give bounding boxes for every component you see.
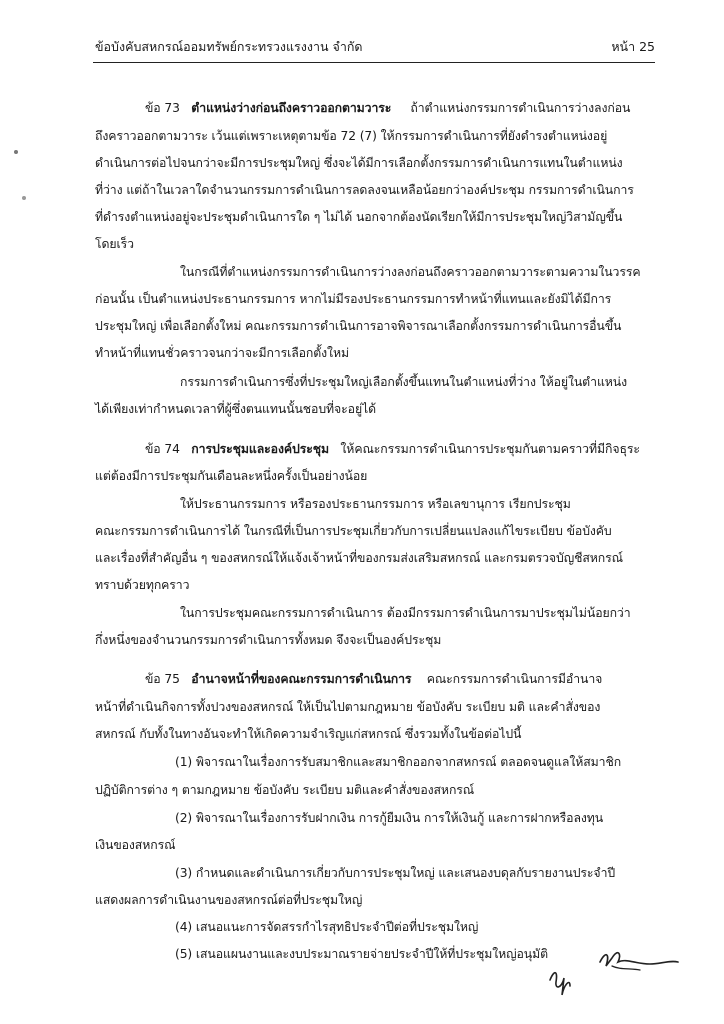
paragraph-line: หน้าที่ดำเนินกิจการทั้งปวงของสหกรณ์ ให้เป็นไปตามกฎหมาย ข้อบังคับ ระเบียบ มติ และคำสั่งของ bbox=[95, 700, 601, 714]
paragraph-line: เงินของสหกรณ์ bbox=[95, 838, 176, 852]
section-75-heading: อำนาจหน้าที่ของคณะกรรมการดำเนินการ bbox=[191, 672, 412, 686]
section-73-number: ข้อ 73 bbox=[145, 101, 180, 115]
list-item: (1) พิจารณาในเรื่องการรับสมาชิกและสมาชิกออกจากสหกรณ์ ตลอดจนดูแลให้สมาชิก bbox=[175, 755, 622, 769]
paragraph-line: ที่ดำรงตำแหน่งอยู่จะประชุมดำเนินการใด ๆ ไม่ได้ นอกจากต้องนัดเรียกให้มีการประชุมใหญ่วิสามัญขึ้น bbox=[95, 210, 623, 224]
paragraph-line: ได้เพียงเท่ากำหนดเวลาที่ผู้ซึ่งตนแทนนั้นชอบที่จะอยู่ได้ bbox=[95, 402, 377, 416]
scan-speck bbox=[22, 196, 26, 200]
paragraph-line: ในกรณีที่ตำแหน่งกรรมการดำเนินการว่างลงก่อนถึงคราวออกตามวาระตามความในวรรค bbox=[180, 265, 641, 279]
paragraph-line: ให้ประธานกรรมการ หรือรองประธานกรรมการ หรือเลขานุการ เรียกประชุม bbox=[180, 497, 571, 511]
section-73-heading-line bbox=[145, 99, 630, 117]
section-74-number: ข้อ 74 bbox=[145, 442, 180, 456]
header-rule bbox=[93, 62, 655, 63]
section-74-heading-line bbox=[145, 440, 640, 458]
document-title: ข้อบังคับสหกรณ์ออมทรัพย์กระทรวงแรงงาน จำกัด bbox=[95, 39, 363, 54]
paragraph-line: ดำเนินการต่อไปจนกว่าจะมีการประชุมใหญ่ ซึ่งจะได้มีการเลือกตั้งกรรมการดำเนินการแทนในตำแหน่ง bbox=[95, 156, 623, 170]
section-75-heading-line bbox=[145, 670, 602, 688]
paragraph-line: คณะกรรมการดำเนินการได้ ในกรณีที่เป็นการประชุมเกี่ยวกับการเปลี่ยนแปลงแก้ไขระเบียบ ข้อบังคับ bbox=[95, 524, 612, 538]
list-item: (4) เสนอแนะการจัดสรรกำไรสุทธิประจำปีต่อที่ประชุมใหญ่ bbox=[175, 920, 479, 934]
section-73-intro: ถ้าตำแหน่งกรรมการดำเนินการว่างลงก่อน bbox=[410, 101, 631, 115]
section-74-heading: การประชุมและองค์ประชุม bbox=[191, 442, 329, 456]
section-73-heading: ตำแหน่งว่างก่อนถึงคราวออกตามวาระ bbox=[191, 101, 392, 115]
section-75-intro: คณะกรรมการดำเนินการมีอำนาจ bbox=[426, 672, 603, 686]
paragraph-line: กึ่งหนึ่งของจำนวนกรรมการดำเนินการทั้งหมด จึงจะเป็นองค์ประชุม bbox=[95, 633, 442, 647]
list-item: (2) พิจารณาในเรื่องการรับฝากเงิน การกู้ยืมเงิน การให้เงินกู้ และการฝากหรือลงทุน bbox=[175, 811, 604, 825]
page-header bbox=[95, 36, 655, 58]
page-number: หน้า 25 bbox=[611, 39, 655, 54]
list-item: (3) กำหนดและดำเนินการเกี่ยวกับการประชุมใหญ่ และเสนองบดุลกับรายงานประจำปี bbox=[175, 866, 616, 880]
paragraph-line: และเรื่องที่สำคัญอื่น ๆ ของสหกรณ์ให้แจ้งเจ้าหน้าที่ของกรมส่งเสริมสหกรณ์ และกรมตรวจบัญชีสหกรณ์ bbox=[95, 551, 623, 565]
section-74-intro: ให้คณะกรรมการดำเนินการประชุมกันตามคราวที่มีกิจธุระ bbox=[340, 442, 640, 456]
paragraph-line: โดยเร็ว bbox=[95, 237, 134, 251]
scan-speck bbox=[14, 150, 18, 154]
paragraph-line: แต่ต้องมีการประชุมกันเดือนละหนึ่งครั้งเป็นอย่างน้อย bbox=[95, 469, 368, 483]
paragraph-line: ถึงคราวออกตามวาระ เว้นแต่เพราะเหตุตามข้อ 72 (7) ให้กรรมการดำเนินการที่ยังดำรงตำแหน่งอยู่ bbox=[95, 129, 608, 143]
signature bbox=[540, 940, 680, 1010]
paragraph-line: ทราบด้วยทุกคราว bbox=[95, 578, 190, 592]
paragraph-line: ทำหน้าที่แทนชั่วคราวจนกว่าจะมีการเลือกตั้งใหม่ bbox=[95, 346, 349, 360]
paragraph-line: ในการประชุมคณะกรรมการดำเนินการ ต้องมีกรรมการดำเนินการมาประชุมไม่น้อยกว่า bbox=[180, 606, 631, 620]
paragraph-line: ก่อนนั้น เป็นตำแหน่งประธานกรรมการ หากไม่มีรองประธานกรรมการทำหน้าที่แทนและยังมิได้มีการ bbox=[95, 292, 612, 306]
paragraph-line: สหกรณ์ กับทั้งในทางอันจะทำให้เกิดความจำเริญแก่สหกรณ์ ซึ่งรวมทั้งในข้อต่อไปนี้ bbox=[95, 727, 522, 741]
paragraph-line: ที่ว่าง แต่ถ้าในเวลาใดจำนวนกรรมการดำเนินการลดลงจนเหลือน้อยกว่าองค์ประชุม กรรมการดำเนินการ bbox=[95, 183, 634, 197]
paragraph-line: กรรมการดำเนินการซึ่งที่ประชุมใหญ่เลือกตั้งขึ้นแทนในตำแหน่งที่ว่าง ให้อยู่ในตำแหน่ง bbox=[180, 375, 628, 389]
paragraph-line: แสดงผลการดำเนินงานของสหกรณ์ต่อที่ประชุมใหญ่ bbox=[95, 893, 363, 907]
list-item: (5) เสนอแผนงานและงบประมาณรายจ่ายประจำปีให้ที่ประชุมใหญ่อนุมัติ bbox=[175, 947, 549, 961]
paragraph-line: ปฏิบัติการต่าง ๆ ตามกฎหมาย ข้อบังคับ ระเบียบ มติและคำสั่งของสหกรณ์ bbox=[95, 783, 475, 797]
section-75-number: ข้อ 75 bbox=[145, 672, 180, 686]
paragraph-line: ประชุมใหญ่ เพื่อเลือกตั้งใหม่ คณะกรรมการดำเนินการอาจพิจารณาเลือกตั้งกรรมการดำเนินการอื่นขึ้น bbox=[95, 319, 622, 333]
